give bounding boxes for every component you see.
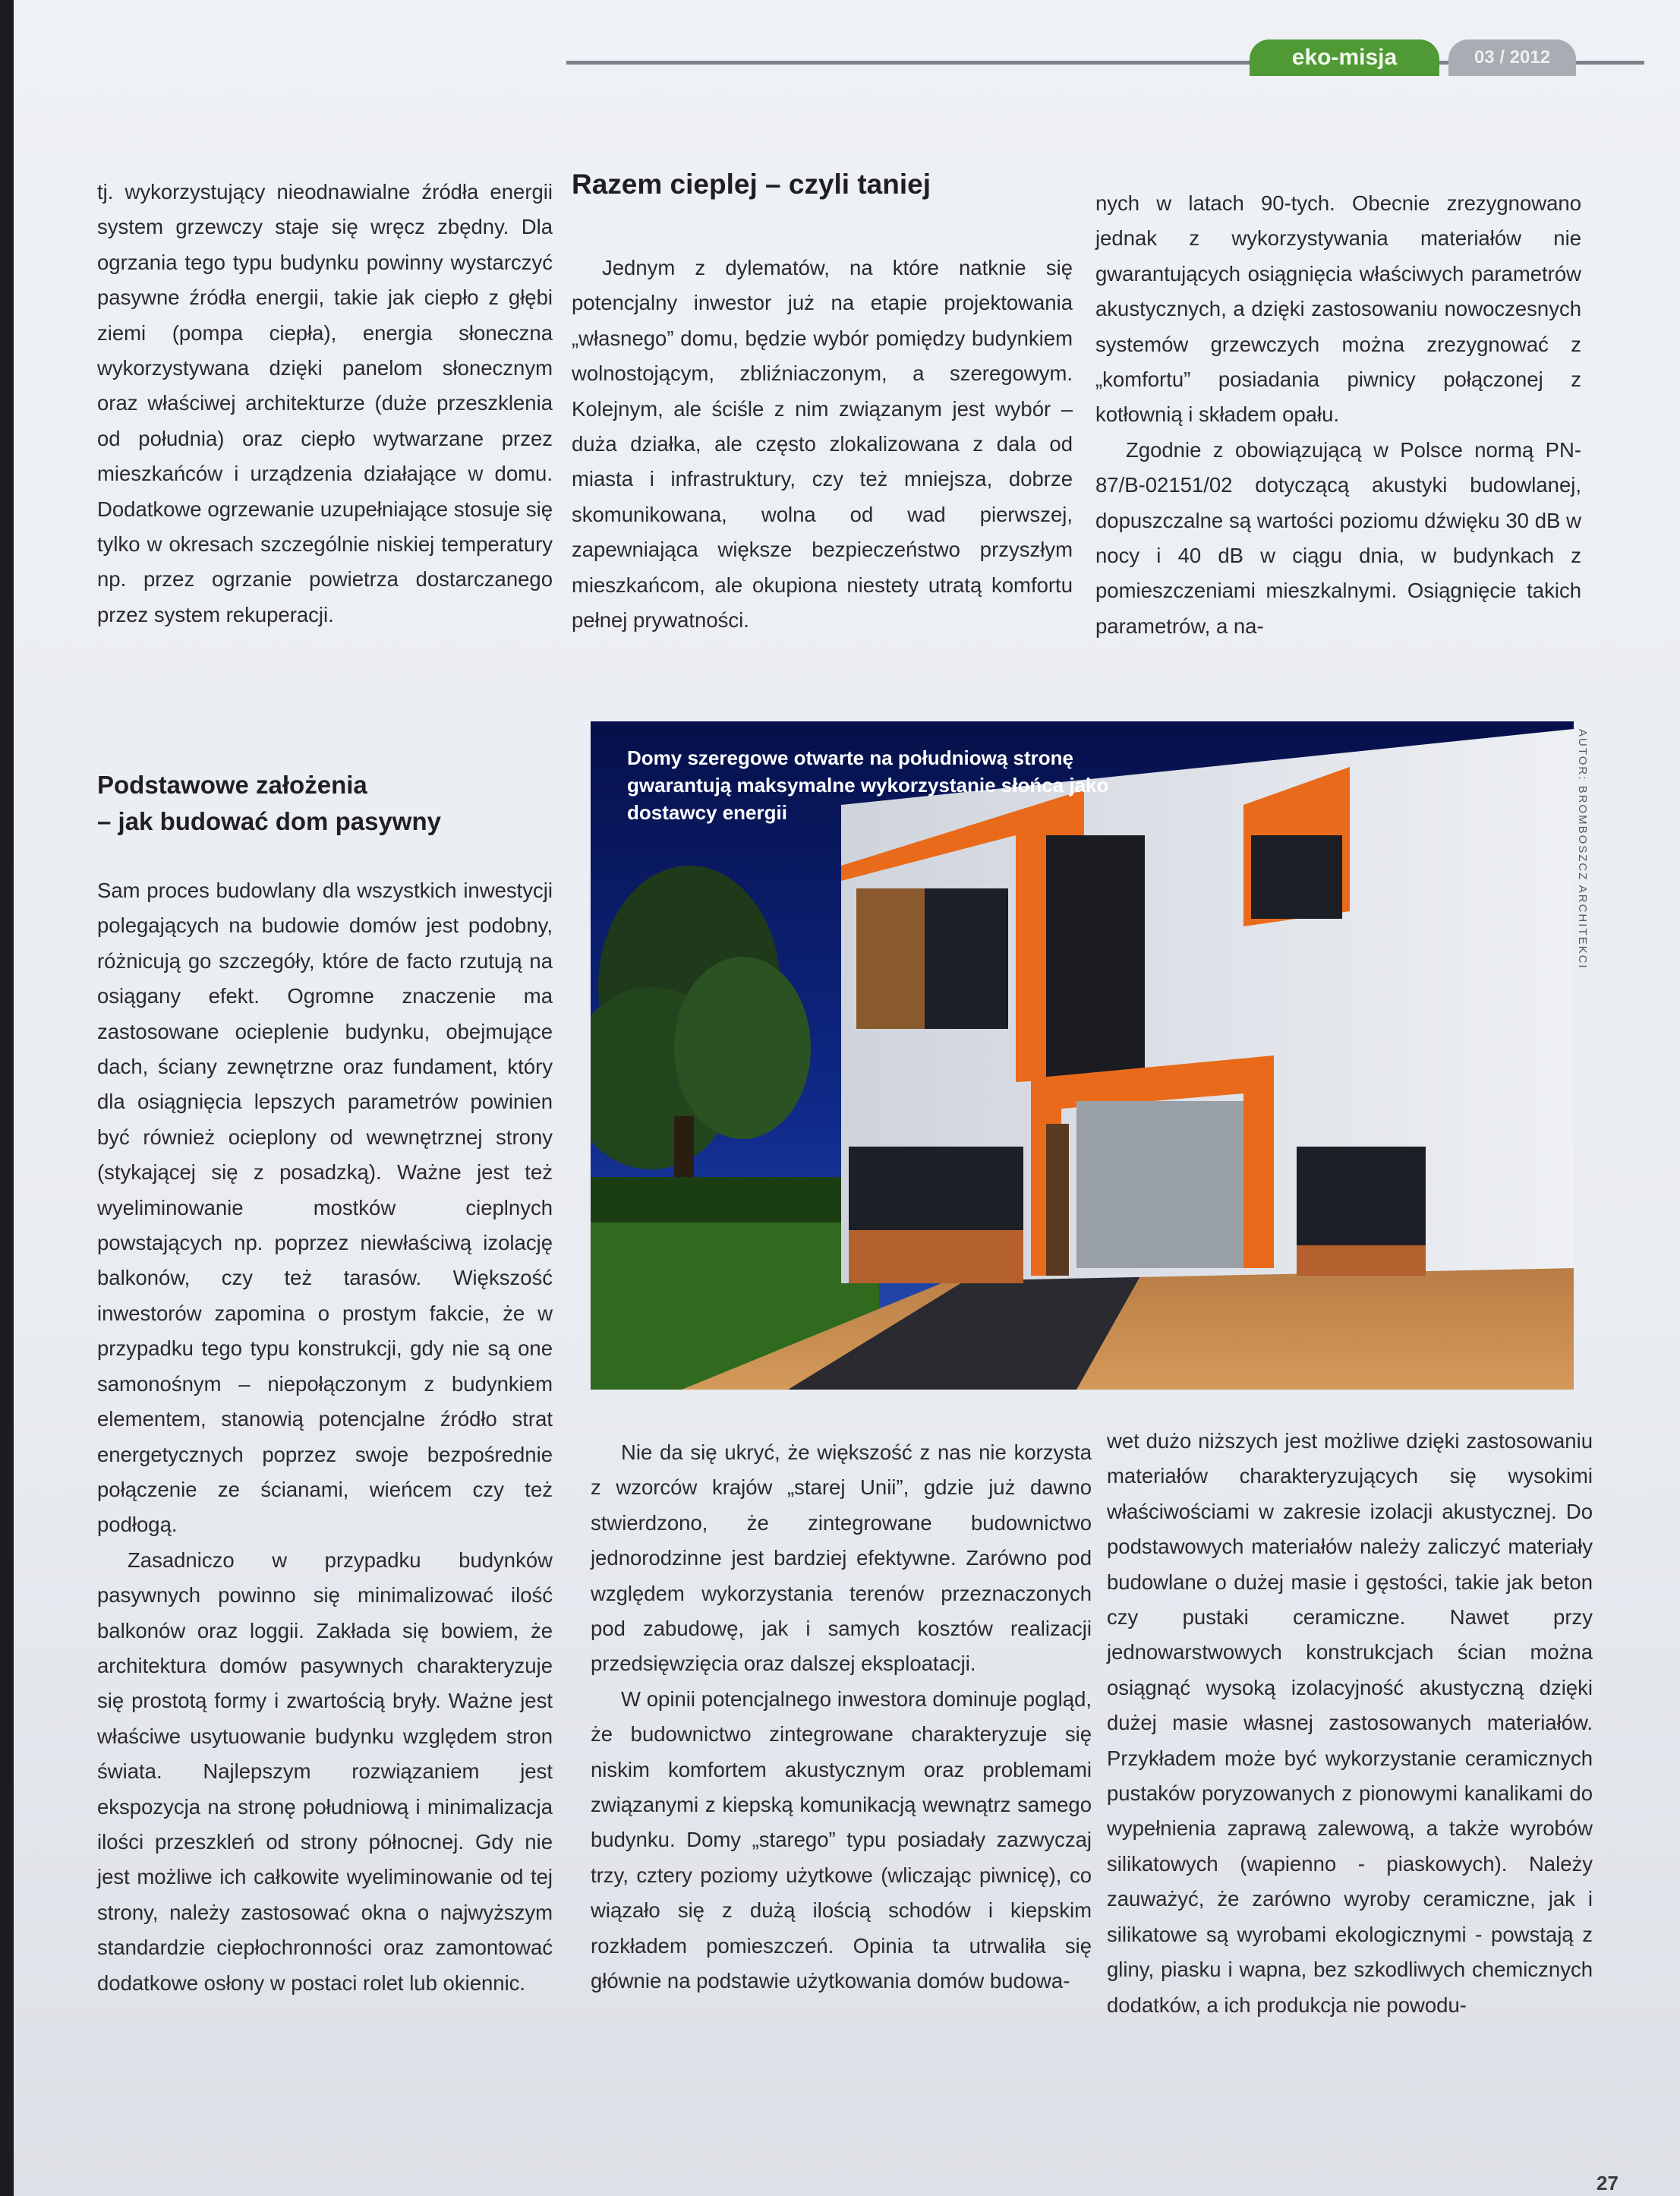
house-illustration — [591, 721, 1574, 1390]
paragraph: nych w latach 90-tych. Obecnie zrezygnowano jednak z wykorzystywania materiałów nie gwarantujących osiągnięcia właściwych parametrów akustycznych, a dzięki zastosowaniu nowoczesnych systemów grzewczych można zrezygnować z „komfortu” posiadania piwnicy połączonej z kotłownią i składem opału. — [1095, 191, 1581, 427]
right-column-top — [1095, 186, 1581, 644]
subheading-line: – jak budować dom pasywny — [97, 807, 441, 835]
paragraph: Zgodnie z obowiązującą w Polsce normą PN-87/B-02151/02 dotyczącą akustyki budowlanej, dopuszczalne są wartości poziomu dźwięku 30 dB w nocy i 40 dB w ciągu dnia, w budynkach z pomieszczeniami mieszkalnymi. Osiągnięcie takich parametrów, a na- — [1095, 437, 1581, 638]
middle-column-bottom — [591, 1435, 1092, 1999]
brick-base — [849, 1230, 1023, 1283]
window — [849, 1147, 1023, 1230]
window — [1046, 835, 1145, 1078]
garage-door — [1076, 1101, 1243, 1268]
subheading-line: Podstawowe założenia — [97, 771, 367, 799]
article-title: Razem cieplej – czyli taniej — [572, 169, 931, 200]
middle-column-top — [572, 251, 1073, 638]
hedge — [591, 1177, 879, 1223]
section-tag: eko-misja — [1250, 39, 1439, 76]
paragraph: tj. wykorzystujący nieodnawialne źródła energii system grzewczy staje się wręcz zbędny. Dla ogrzania tego typu budynku powinny wystarczyć pasywne źródła energii, takie jak ciepło z głębi ziemi (pompa ciepła), energia słoneczna wykorzystywana dzięki panelom słonecznym oraz właściwej architekturze (duże przeszklenia od południa) oraz ciepło wytwarzane przez mieszkańców i urządzenia działające w domu. Dodatkowe ogrzewanie uzupełniające stosuje się tylko w okresach szczególnie niskiej temperatury np. przez ogrzanie powietrza dostarczanego przez system rekuperacji. — [97, 180, 553, 626]
paragraph: Nie da się ukryć, że większość z nas nie korzysta z wzorców krajów „starej Unii”, gdzie już dawno stwierdzono, że zintegrowane budownictwo jednorodzinne jest bardziej efektywne. Zarówno pod względem wykorzystania terenów przeznaczonych pod zabudowę, jak i samych kosztów realizacji przedsięwzięcia oraz dalszej eksploatacji. — [591, 1440, 1092, 1676]
front-door — [1046, 1124, 1069, 1276]
paragraph: Jednym z dylematów, na które natknie się potencjalny inwestor już na etapie projektowania „własnego” domu, będzie wybór pomiędzy budynkiem wolnostojącym, zbliźniaczonym, a szeregowym. Kolejnym, ale ściśle z nim związanym jest wybór – duża działka, ale często zlokalizowana z dala od miasta i infrastruktury, czy też mniejsza, dobrze skomunikowana, wolna od wad pierwszej, zapewniająca większe bezpieczeństwo przyszłym mieszkańcom, ale okupiona niestety utratą komfortu pełnej prywatności. — [572, 256, 1073, 633]
window — [1297, 1147, 1426, 1245]
paragraph: Zasadniczo w przypadku budynków pasywnych powinno się minimalizować ilość balkonów oraz loggii. Zakłada się bowiem, że architektura domów pasywnych charakteryzuje się prostotą formy i zwartością bryły. Ważne jest właściwe usytuowanie budynku względem stron świata. Najlepszym rozwiązaniem jest ekspozycja na stronę południową i minimalizacja ilości przeszkleń od strony północnej. Gdy nie jest możliwe ich całkowite wyeliminowanie od tej strony, należy zastosować okna o najwyższym standardzie ciepłochronności oraz zamontować dodatkowe osłony w postaci rolet lub okiennic. — [97, 1548, 553, 1995]
page-number: 27 — [1596, 2172, 1619, 2194]
right-column-bottom — [1107, 1424, 1593, 2023]
wood-panel — [856, 888, 925, 1029]
figure-caption: Domy szeregowe otwarte na południową stronę gwarantują maksymalne wykorzystanie słońca jako dostawcy energii — [627, 746, 1109, 824]
left-column-bottom — [97, 873, 553, 2001]
paragraph: Sam proces budowlany dla wszystkich inwestycji polegających na budowie domów jest podobny, różnicują go szczegóły, które de facto rzutują na osiągany efekt. Ogromne znaczenie ma zastosowane ocieplenie budynku, obejmujące dach, ściany zewnętrzne oraz fundament, który dla osiągnięcia lepszych parametrów powinien być również ocieplony od wewnętrznej strony (stykającej się z posadzką). Ważne jest też wyeliminowanie mostków cieplnych powstających np. poprzez niewłaściwą izolację balkonów, czy też tarasów. Większość inwestorów zapomina o prostym fakcie, że w przypadku tego typu konstrukcji, gdy nie są one samonośnym – niepołączonym z budynkiem elementem, stanowią potencjalne źródło strat energetycznych poprzez swoje bezpośrednie połączenie ze ścianami, wieńcem czy też podłogą. — [97, 879, 553, 1537]
paragraph: wet dużo niższych jest możliwe dzięki zastosowaniu materiałów charakteryzujących się wysokimi właściwościami w zakresie izolacji akustycznej. Do podstawowych materiałów należy zaliczyć materiały budowlane o dużej masie i gęstości, takie jak beton czy pustaki ceramiczne. Nawet przy jednowarstwowych konstrukcjach ścian można osiągnąć wysoką izolacyjność akustyczną dzięki dużej masie własnej zastosowanych materiałów. Przykładem może być wykorzystanie ceramicznych pustaków poryzowanych z pionowymi kanalikami do wypełnienia zaprawą zalewową, a także wyrobów silikatowych (wapienno - piaskowych). Należy zauważyć, że zarówno wyroby ceramiczne, jak i silikatowe są wyrobami ekologicznymi - powstają z gliny, piasku i wapna, bez szkodliwych chemicznych dodatków, a ich produkcja nie powodu- — [1107, 1429, 1593, 2017]
window — [1251, 835, 1342, 919]
brick-base — [1297, 1245, 1426, 1276]
photo-credit: AUTOR: BROMBOSZCZ ARCHITEKCI — [1576, 729, 1589, 970]
left-column-top — [97, 175, 553, 633]
subheading — [97, 767, 553, 840]
magazine-page — [14, 0, 1680, 2196]
paragraph: W opinii potencjalnego inwestora dominuje pogląd, że budownictwo zintegrowane charakteryzuje się niskim komfortem akustycznym oraz problemami związanymi z kiepską komunikacją wewnątrz samego budynku. Domy „starego” typu posiadały zazwyczaj trzy, cztery poziomy użytkowe (wliczając piwnicę), co wiązało się z dużą ilością schodów i kiepskim rozkładem pomieszczeń. Opinia ta utrwaliła się głównie na podstawie użytkowania domów budowa- — [591, 1686, 1092, 1993]
issue-tag: 03 / 2012 — [1448, 39, 1576, 76]
